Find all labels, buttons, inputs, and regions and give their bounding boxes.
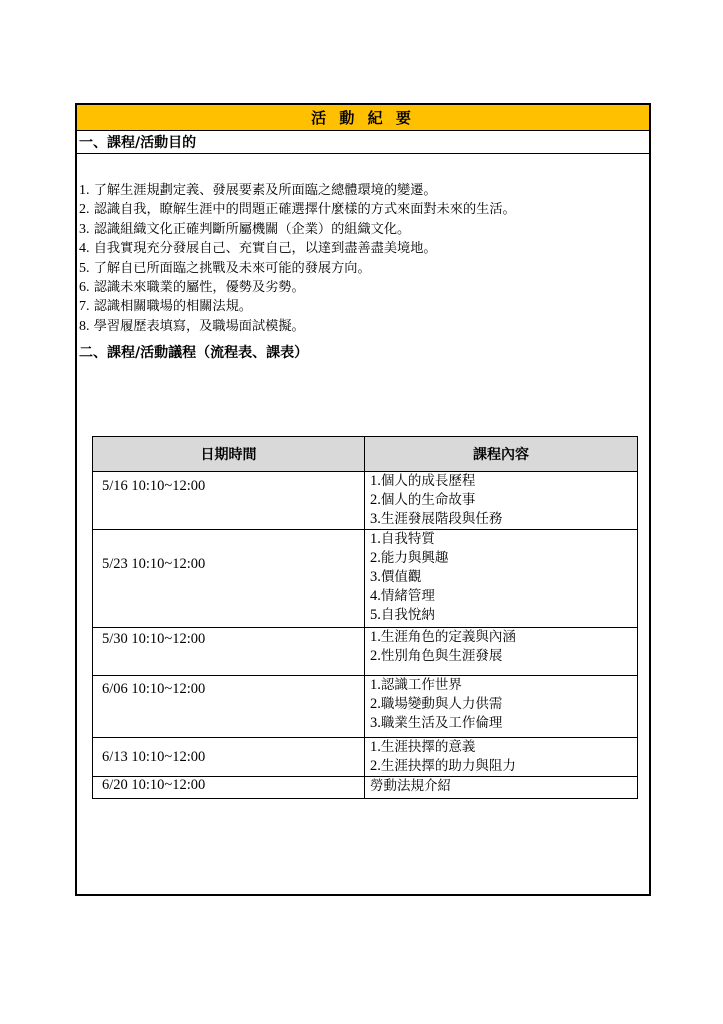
- schedule-body: [93, 472, 638, 799]
- schedule-row: [93, 738, 638, 777]
- schedule-content-item: [370, 568, 637, 587]
- schedule-content-cell: [365, 738, 638, 777]
- schedule-date-cell: [93, 628, 365, 676]
- schedule-date-cell: [93, 472, 365, 530]
- content-item-number: 1.: [370, 473, 381, 489]
- schedule-row: [93, 628, 638, 676]
- schedule-content-item: [370, 587, 637, 606]
- purpose-item: [79, 317, 516, 336]
- schedule-date: 5/23 10:10~12:00: [102, 556, 206, 572]
- content-item-text: 職業生活及工作倫理: [380, 715, 503, 731]
- content-item-number: 2.: [370, 696, 381, 712]
- schedule-row: [93, 676, 638, 738]
- schedule-date: 6/06 10:10~12:00: [102, 681, 206, 697]
- purpose-item-number: 2.: [79, 202, 90, 218]
- header-content: 課程內容: [365, 437, 638, 472]
- schedule-row: [93, 530, 638, 628]
- schedule-content-cell: [365, 676, 638, 738]
- schedule-content-cell: [365, 472, 638, 530]
- content-item-text: 生涯發展階段與任務: [380, 511, 503, 527]
- purpose-item: [79, 181, 516, 200]
- content-item-number: 2.: [370, 648, 381, 664]
- content-item-text: 生涯抉擇的助力與阻力: [380, 758, 516, 774]
- purpose-item: [79, 239, 516, 258]
- schedule-date-cell: [93, 530, 365, 628]
- content-item-text: 個人的成長歷程: [380, 473, 476, 489]
- content-item-text: 自我悅納: [380, 607, 435, 623]
- schedule-content-item: [370, 647, 637, 666]
- content-item-number: 1.: [370, 739, 381, 755]
- purpose-item: [79, 200, 516, 219]
- purpose-item-text: 學習履歷表填寫，及職場面試模擬。: [93, 318, 305, 334]
- content-item-text: 生涯角色的定義與內涵: [380, 629, 516, 645]
- schedule-row: [93, 472, 638, 530]
- content-item-text: 價值觀: [380, 569, 422, 585]
- schedule-content-item: [370, 695, 637, 714]
- section-agenda-heading: 二、課程/活動議程（流程表、課表）: [79, 345, 309, 361]
- content-item-number: 2.: [370, 758, 381, 774]
- activity-summary-form: [75, 103, 651, 896]
- content-item-number: 1.: [370, 531, 381, 547]
- content-item-number: 4.: [370, 588, 381, 604]
- schedule-date: 6/13 10:10~12:00: [102, 749, 206, 765]
- purpose-item: [79, 259, 516, 278]
- schedule-content-item: [370, 549, 637, 568]
- purpose-list: [79, 181, 516, 336]
- schedule-date-cell: [93, 676, 365, 738]
- purpose-item-text: 了解自已所面臨之挑戰及未來可能的發展方向。: [93, 260, 371, 276]
- purpose-item-number: 8.: [79, 318, 90, 334]
- schedule-content-cell: [365, 530, 638, 628]
- purpose-item-text: 認識自我，瞭解生涯中的問題正確選擇什麼樣的方式來面對未來的生活。: [93, 202, 516, 218]
- schedule-content-item: [370, 510, 637, 529]
- content-item-number: 3.: [370, 511, 381, 527]
- content-item-text: 自我特質: [380, 531, 435, 547]
- purpose-item-text: 認識組織文化正確判斷所屬機關（企業）的組織文化。: [93, 221, 411, 237]
- schedule-date-cell: [93, 777, 365, 799]
- form-title: 活 動 紀 要: [77, 105, 649, 131]
- content-item-number: 3.: [370, 569, 381, 585]
- content-item-number: 1.: [370, 629, 381, 645]
- content-item-text: 勞動法規介紹: [370, 778, 451, 794]
- schedule-content-item: [370, 530, 637, 549]
- content-item-number: 3.: [370, 715, 381, 731]
- purpose-item-text: 自我實現充分發展自己、充實自己，以達到盡善盡美境地。: [93, 241, 437, 257]
- schedule-content-item: [370, 777, 637, 796]
- content-item-text: 認識工作世界: [380, 677, 462, 693]
- section-divider: [77, 153, 649, 154]
- content-item-text: 個人的生命故事: [380, 492, 476, 508]
- content-item-number: 1.: [370, 677, 381, 693]
- content-item-number: 2.: [370, 550, 381, 566]
- purpose-item-number: 4.: [79, 241, 90, 257]
- section-purpose-heading: 一、課程/活動目的: [79, 135, 197, 151]
- purpose-item-text: 認識未來職業的屬性，優勢及劣勢。: [93, 280, 305, 296]
- purpose-item-number: 6.: [79, 280, 90, 296]
- schedule-content-cell: [365, 628, 638, 676]
- schedule-date: 6/20 10:10~12:00: [102, 777, 206, 793]
- schedule-table: [92, 436, 638, 799]
- schedule-row: [93, 777, 638, 799]
- schedule-content-item: [370, 472, 637, 491]
- purpose-item-text: 了解生涯規劃定義、發展要素及所面臨之總體環境的變遷。: [93, 183, 437, 198]
- schedule-date: 5/30 10:10~12:00: [102, 631, 206, 647]
- purpose-item: [79, 297, 516, 316]
- content-item-number: 5.: [370, 607, 381, 623]
- purpose-item-number: 3.: [79, 221, 90, 237]
- content-item-text: 能力與興趣: [380, 550, 449, 566]
- schedule-content-item: [370, 628, 637, 647]
- purpose-item-number: 5.: [79, 260, 90, 276]
- schedule-content-item: [370, 606, 637, 625]
- purpose-item-number: 1.: [79, 183, 90, 198]
- purpose-item-text: 認識相關職場的相關法規。: [93, 299, 252, 315]
- content-item-number: 2.: [370, 492, 381, 508]
- schedule-content-item: [370, 714, 637, 733]
- content-item-text: 情緒管理: [380, 588, 435, 604]
- schedule-date: 5/16 10:10~12:00: [102, 478, 206, 494]
- content-item-text: 生涯抉擇的意義: [380, 739, 476, 755]
- schedule-content-item: [370, 757, 637, 776]
- header-date: 日期時間: [93, 437, 365, 472]
- schedule-date-cell: [93, 738, 365, 777]
- purpose-item: [79, 278, 516, 297]
- schedule-content-cell: [365, 777, 638, 799]
- content-item-text: 職場變動與人力供需: [380, 696, 503, 712]
- schedule-content-item: [370, 676, 637, 695]
- schedule-content-item: [370, 491, 637, 510]
- purpose-item-number: 7.: [79, 299, 90, 315]
- schedule-content-item: [370, 738, 637, 757]
- purpose-item: [79, 220, 516, 239]
- content-item-text: 性別角色與生涯發展: [380, 648, 503, 664]
- schedule-header-row: [93, 437, 638, 472]
